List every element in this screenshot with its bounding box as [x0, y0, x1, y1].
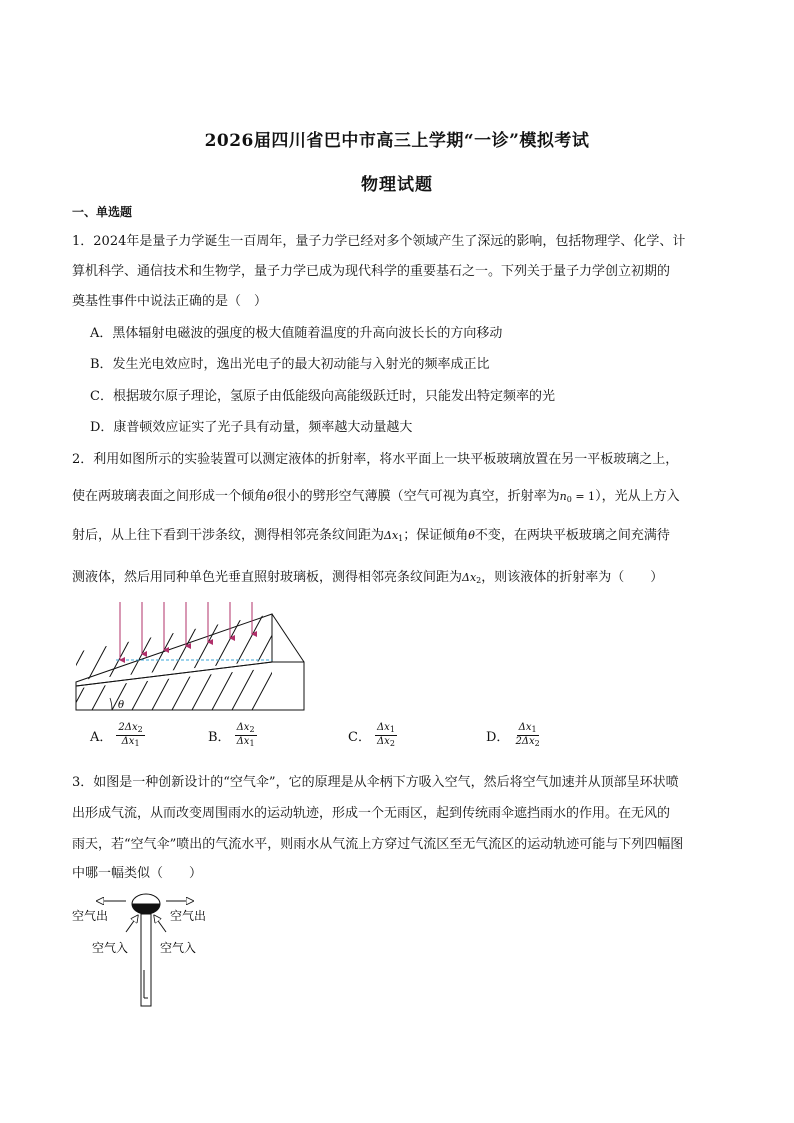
air-umbrella-figure: [70, 890, 220, 1010]
q3-stem-line-1: 3．如图是一种创新设计的“空气伞”，它的原理是从伞柄下方吸入空气，然后将空气加速并从顶部呈环状喷: [72, 775, 679, 790]
q3-stem-line-4: 中哪一幅类似（ ）: [72, 866, 203, 881]
q2-stem-line-1: 2．利用如图所示的实验装置可以测定液体的折射率，将水平面上一块平板玻璃放置在另一平板玻璃之上，: [72, 452, 679, 467]
theta-symbol: θ: [267, 490, 274, 503]
page-subtitle: 物理试题: [361, 175, 433, 195]
q1-stem-line-1: 1．2024年是量子力学诞生一百周年，量子力学已经对多个领域产生了深远的影响，包括物理学、化学、计: [72, 234, 686, 249]
q1-option-d: D．康普顿效应证实了光子具有动量，频率越大动量越大: [90, 420, 413, 435]
q2-choice-b: B． $\frac{\Delta x_2}{\Delta x_1}$: [208, 722, 255, 748]
q2-text: 不变，在两块平板玻璃之间充满待: [474, 528, 670, 543]
label-air-out-left: 空气出: [72, 909, 109, 923]
q1-option-b: B．发生光电效应时，逸出光电子的最大初动能与入射光的频率成正比: [90, 357, 490, 372]
label-air-in-right: 空气入: [160, 941, 197, 955]
fraction: $\frac{\Delta x_1}{\Delta x_2}$: [376, 722, 395, 748]
fraction: $\frac{2\Delta x_2}{\Delta x_1}$: [118, 722, 143, 748]
air-in-right-arrow: [156, 918, 166, 932]
q2-text: 很小的劈形空气薄膜（空气可视为真空，折射率为: [273, 489, 560, 504]
q1-stem-line-3: 奠基性事件中说法正确的是（ ）: [72, 294, 268, 309]
q1-option-c: C．根据玻尔原子理论，氢原子由低能级向高能级跃迁时，只能发出特定频率的光: [90, 389, 555, 404]
angle-arc: [110, 698, 112, 710]
q2-stem-line-2: [72, 485, 680, 504]
label-air-in-left: 空气入: [92, 941, 129, 955]
q2-choice-d: D． $\frac{\Delta x_1}{2\Delta x_2}$: [486, 722, 540, 748]
q2-text: 射后，从上往下看到干涉条纹，测得相邻亮条纹间距为: [72, 528, 385, 543]
q2-text: ），光从上方入: [595, 489, 680, 504]
q2-text: ，则该液体的折射率为（ ）: [481, 570, 664, 585]
dx2-symbol: $\Delta x_2$: [462, 571, 482, 585]
dx1-symbol: $\Delta x_1$: [384, 529, 404, 543]
theta-symbol: θ: [468, 529, 475, 542]
page-title: 2026届四川省巴中市高三上学期“一诊”模拟考试: [204, 131, 590, 151]
umbrella-head-bottom: [132, 904, 160, 914]
section-heading: 一、单选题: [72, 205, 133, 219]
q2-choice-a: A． $\frac{2\Delta x_2}{\Delta x_1}$: [90, 722, 143, 748]
fraction: $\frac{\Delta x_2}{\Delta x_1}$: [236, 722, 255, 748]
umbrella-handle: [141, 914, 151, 1006]
label-air-out-right: 空气出: [170, 909, 207, 923]
wedge-interference-figure: [72, 598, 308, 714]
q3-stem-line-3: 雨天，若“空气伞”喷出的气流水平，则雨水从气流上方穿过气流区至无气流区的运动轨迹可能与下列四幅图: [72, 837, 684, 852]
q1-option-a: A．黑体辐射电磁波的强度的极大值随着温度的升高向波长长的方向移动: [90, 326, 503, 341]
q2-text: 测液体，然后用同种单色光垂直照射玻璃板，测得相邻亮条纹间距为: [72, 570, 463, 585]
air-in-left-arrow: [126, 918, 136, 932]
q2-stem-line-3: [72, 524, 670, 543]
q2-stem-line-4: [72, 566, 663, 585]
fraction: $\frac{\Delta x_1}{2\Delta x_2}$: [515, 722, 540, 748]
q2-text: 使在两玻璃表面之间形成一个倾角: [72, 489, 268, 504]
incident-light-rays: [120, 602, 252, 660]
q3-stem-line-2: 出形成气流，从而改变周围雨水的运动轨迹，形成一个无雨区，起到传统雨伞遮挡雨水的作用。在无风的: [72, 806, 671, 821]
q2-text: ；保证倾角: [403, 528, 469, 543]
q1-stem-line-2: 算机科学、通信技术和生物学，量子力学已成为现代科学的重要基石之一。下列关于量子力学创立初期的: [72, 264, 671, 279]
n0-symbol: $n_0 = 1$: [559, 490, 596, 504]
q2-choice-c: C． $\frac{\Delta x_1}{\Delta x_2}$: [348, 722, 395, 748]
angle-label: θ: [118, 700, 125, 711]
umbrella-head-top: [132, 894, 160, 904]
